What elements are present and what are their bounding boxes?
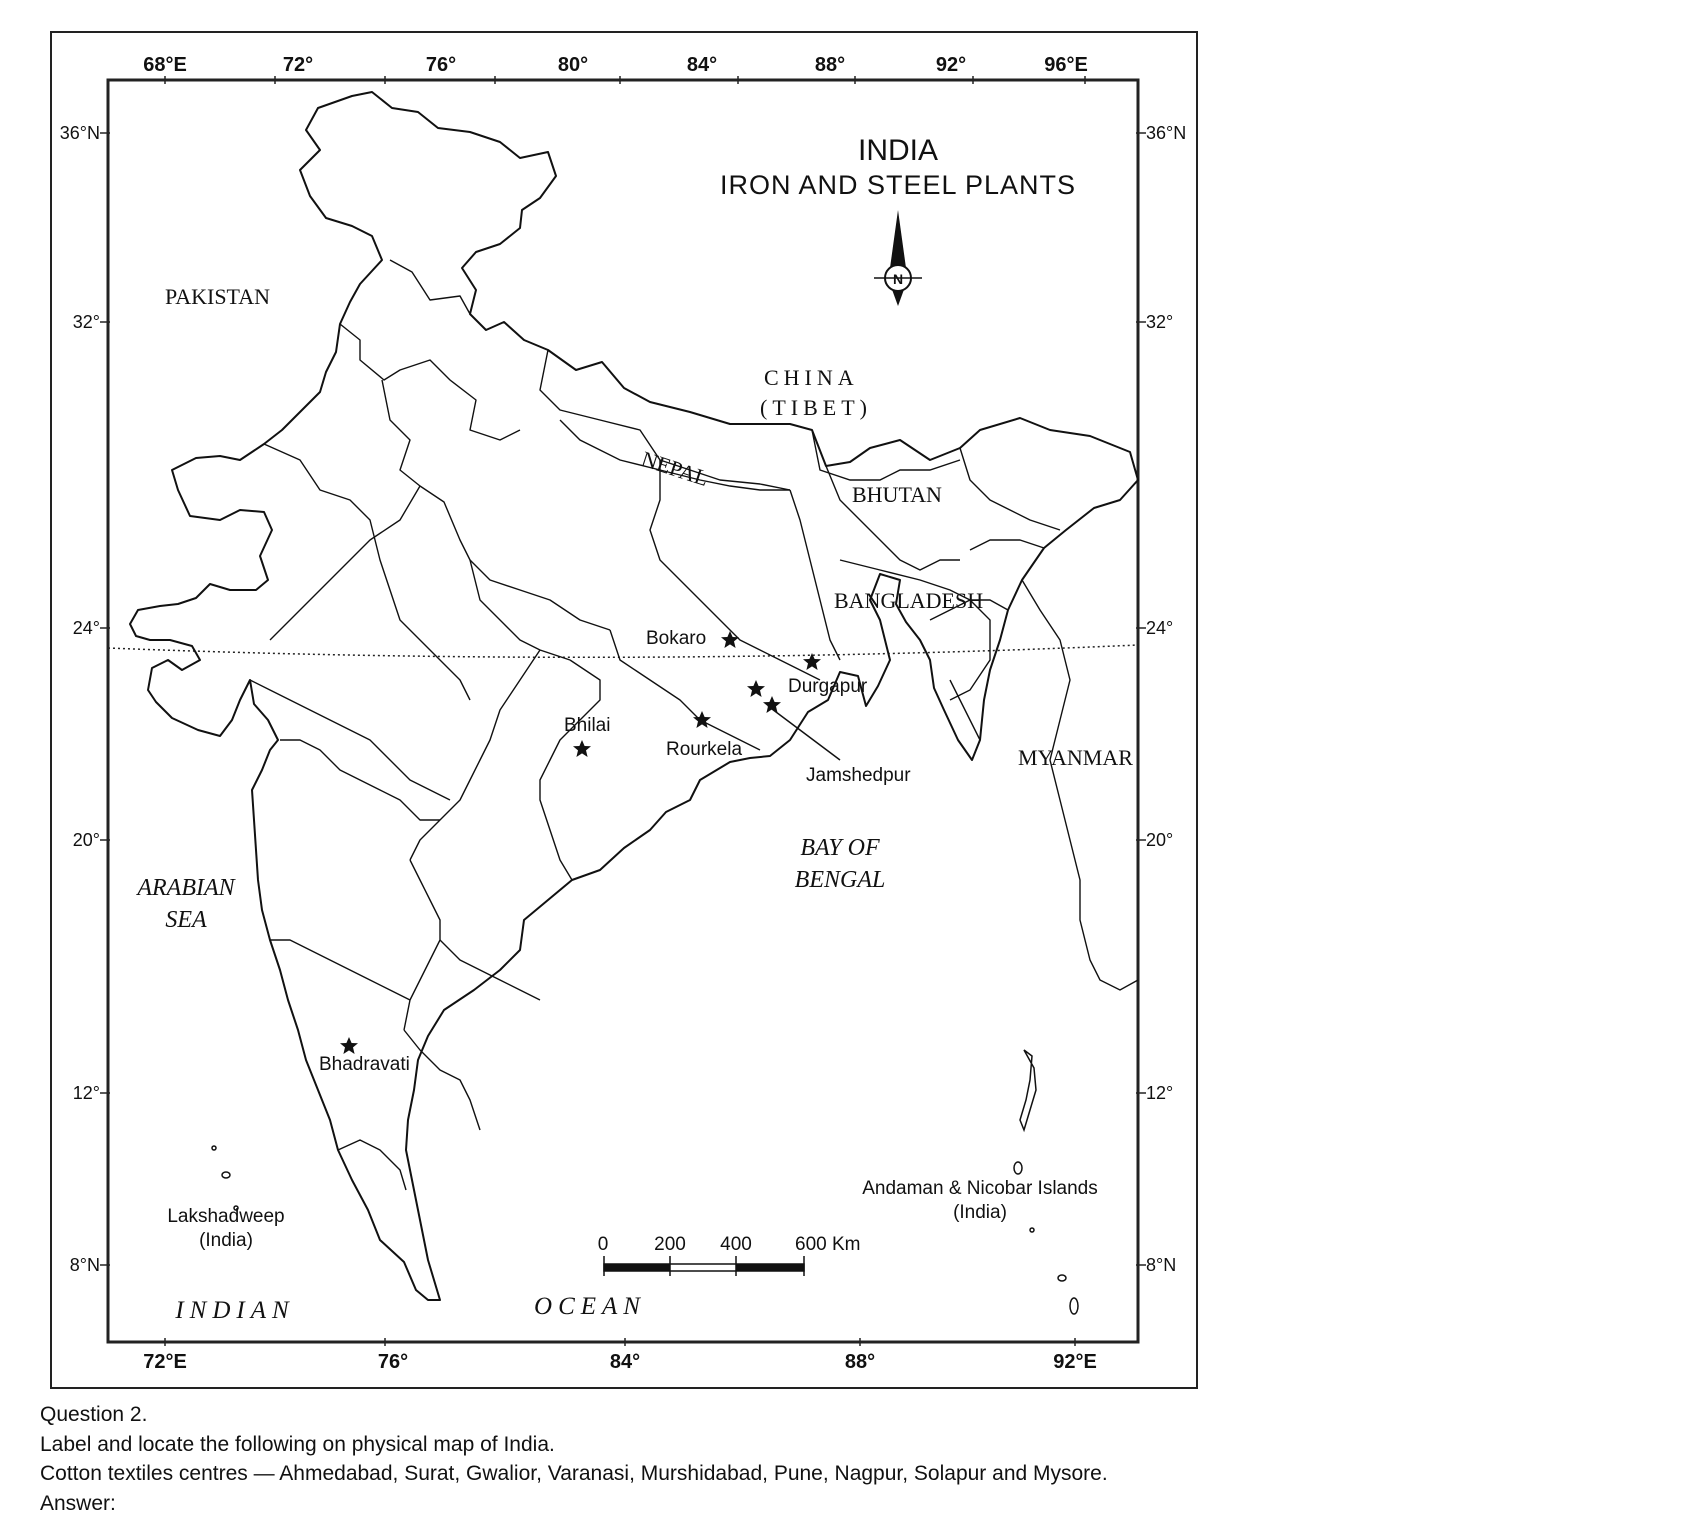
marker-rourkela xyxy=(693,711,711,728)
right-degree-24: 24° xyxy=(1146,618,1173,638)
answer-label: Answer: xyxy=(40,1489,1680,1518)
label-indian: INDIAN xyxy=(174,1297,294,1324)
label-lakshadweep: Lakshadweep xyxy=(167,1206,284,1227)
bottom-degree-88: 88° xyxy=(845,1351,875,1373)
scale-label-600: 600 Km xyxy=(795,1234,860,1255)
label-bokaro: Bokaro xyxy=(646,628,706,649)
state-boundaries xyxy=(250,260,1060,1190)
label-jamshedpur: Jamshedpur xyxy=(806,765,911,786)
label-rourkela: Rourkela xyxy=(666,739,742,760)
label-sea: SEA xyxy=(165,907,207,933)
scale-label-0: 0 xyxy=(598,1234,609,1255)
marker-bokaro xyxy=(721,631,739,648)
label-pakistan: PAKISTAN xyxy=(165,284,270,309)
label-bangladesh: BANGLADESH xyxy=(834,588,983,613)
right-degree-32: 32° xyxy=(1146,312,1173,332)
top-degree-84: 84° xyxy=(687,54,717,76)
top-degree-92: 92° xyxy=(936,54,966,76)
neighbour-borders xyxy=(560,420,1138,990)
scale-label-400: 400 xyxy=(720,1234,752,1255)
left-degree-24: 24° xyxy=(73,618,100,638)
bottom-degree-92: 92°E xyxy=(1053,1351,1097,1373)
label-bengal: BENGAL xyxy=(795,867,886,893)
top-degree-96: 96°E xyxy=(1044,54,1088,76)
question-list: Cotton textiles centres — Ahmedabad, Surat, Gwalior, Varanasi, Murshidabad, Pune, Nagpur, Solapur and Mysore. xyxy=(40,1459,1680,1489)
marker-jamshedpur-1 xyxy=(747,680,765,697)
top-degree-80: 80° xyxy=(558,54,588,76)
label-tibet: (TIBET) xyxy=(760,395,872,420)
left-degree-20: 20° xyxy=(73,830,100,850)
label-ocean: OCEAN xyxy=(534,1293,646,1320)
scale-label-200: 200 xyxy=(654,1234,686,1255)
label-myanmar: MYANMAR xyxy=(1018,745,1133,770)
marker-jamshedpur-2 xyxy=(763,696,781,713)
label-china: CHINA xyxy=(764,365,859,390)
top-degree-72: 72° xyxy=(283,54,313,76)
right-degree-12: 12° xyxy=(1146,1083,1173,1103)
marker-bhadravati xyxy=(340,1037,358,1054)
label-durgapur: Durgapur xyxy=(788,676,868,697)
right-degree-36: 36°N xyxy=(1146,123,1186,143)
label-nepal: NEPAL xyxy=(638,446,711,491)
north-symbol: N xyxy=(893,271,903,287)
map-subtitle: IRON AND STEEL PLANTS xyxy=(720,170,1076,200)
label-lakshadweep-india: (India) xyxy=(199,1230,253,1251)
lakshadweep-islands xyxy=(212,1146,238,1210)
jamshedpur-leader-line xyxy=(768,706,840,760)
question-instruction: Label and locate the following on physical map of India. xyxy=(40,1430,1680,1460)
right-degree-20: 20° xyxy=(1146,830,1173,850)
map-title: INDIA xyxy=(858,134,938,167)
right-degree-8: 8°N xyxy=(1146,1255,1176,1275)
label-arabian: ARABIAN xyxy=(135,875,236,901)
label-bhilai: Bhilai xyxy=(564,715,610,736)
question-number: Question 2. xyxy=(40,1400,1680,1430)
question-block xyxy=(40,1400,1680,1518)
label-bay-of: BAY OF xyxy=(800,835,880,861)
top-degree-88: 88° xyxy=(815,54,845,76)
label-bhadravati: Bhadravati xyxy=(319,1054,410,1075)
bottom-degree-84: 84° xyxy=(610,1351,640,1373)
scale-bar xyxy=(604,1256,804,1276)
left-degree-12: 12° xyxy=(73,1083,100,1103)
marker-bhilai xyxy=(573,740,591,757)
left-degree-8: 8°N xyxy=(70,1255,100,1275)
left-degree-36: 36°N xyxy=(60,123,100,143)
top-degree-68: 68°E xyxy=(143,54,187,76)
tropic-of-cancer-line xyxy=(108,645,1138,657)
label-bhutan: BHUTAN xyxy=(852,482,942,507)
bottom-degree-72: 72°E xyxy=(143,1351,187,1373)
top-degree-76: 76° xyxy=(426,54,456,76)
left-degree-32: 32° xyxy=(73,312,100,332)
label-andaman-india: (India) xyxy=(953,1202,1007,1223)
north-arrow-icon xyxy=(874,210,922,306)
bottom-degree-76: 76° xyxy=(378,1351,408,1373)
label-andaman-nicobar: Andaman & Nicobar Islands xyxy=(862,1178,1098,1199)
